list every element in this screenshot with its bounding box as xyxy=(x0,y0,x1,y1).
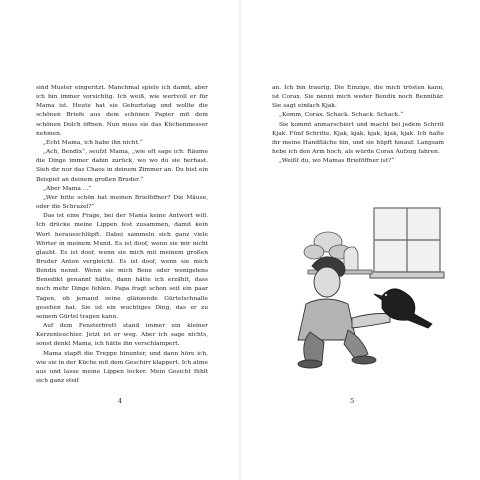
right-text-column xyxy=(272,84,444,166)
boy-with-raven-illustration-icon xyxy=(270,200,445,372)
right-page xyxy=(240,0,480,480)
paragraph: sind Muster eingeritzt. Manchmal spiele ich damit, aber ich bin immer vorsichtig. Ich weiß, wie wertvoll er für Mama ist. Heute hat sie Geburtstag und wollte die schönen Briefe aus dem schönen Papier mit dem schönen Dolch öffnen. Nun muss sie das Küchenmesser nehmen. xyxy=(36,85,208,137)
paragraph: Sie kommt anmarschiert und macht bei jedem Schritt Kjak. Fünf Schritte. Kjak, kjak, kjak, kjak, kjak. Ich halte ihr meine Handfläche hin, und sie hüpft hinauf. Langsam hebe ich den Arm hoch, als würde Corax Aufzug fahren. xyxy=(272,121,444,156)
window-icon xyxy=(370,208,444,278)
left-text-column xyxy=(36,84,208,386)
paragraph: „Weißt du, wo Mamas Brieföffner ist?“ xyxy=(279,158,395,165)
paragraph: Das ist eine Frage, bei der Mama keine Antwort will. Ich drücke meine Lippen fest zusammen, damit kein Wort herausschlüpft. Dabei sammeln sich ganz viele Wörter in meinem Mund. Es ist doof, wenn sie mir nicht glaubt. Es ist doof, wenn sie mich mit meinem großen Bruder Anton vergleicht. Es ist doof, wenn sie mich Bendix nennt. Wenn sie mich Bene oder wenigstens Benedikt genannt hätte, dann hätte ich erzählt, dass noch mehr Dinge fehlen. Papa fragt schon seit ein paar Tagen, ob jemand seine glänzende Gürtelschnalle gesehen hat. Sie ist ein wuchtiges Ding, das er zu seinem Gürtel tragen kann. xyxy=(36,213,208,320)
paragraph: „Komm, Corax. Schack. Schack. Schack.“ xyxy=(279,112,404,119)
page-number: 4 xyxy=(118,397,123,405)
paragraph: „Echt Mama, ich habe ihn nicht.“ xyxy=(43,139,143,146)
paragraph: „Aber Mama …“ xyxy=(43,185,92,192)
paragraph: Auf dem Fensterbrett stand immer ein kleiner Kerzenleuchter. Jetzt ist er weg. Aber ich sage nichts, sonst denkt Mama, ich hätte ihn verschlampert. xyxy=(36,323,208,348)
paragraph: Mama stapft die Treppe hinunter, und dann höre ich, wie sie in der Küche mit dem Geschirr klappert. Ich atme aus und lasse meine Lippen locker. Mein Gesicht fühlt sich ganz steif xyxy=(36,350,208,384)
paragraph: „Ach, Bendix“, seufzt Mama, „wie oft sage ich: Räume die Dinge immer dahin zurück, wo wo du sie herhast. Sieh dir nur das Chaos in deinem Zimmer an. Du bist ein Beispiel an deinem großen Bruder.“ xyxy=(36,149,208,183)
paragraph: „Wer bitte schön hat meinen Brieföffner? Die Mäuse, oder die Schrazel?“ xyxy=(36,194,208,211)
paragraph: an. Ich bin traurig. Die Einzige, die mich trösten kann, ist Corax. Sie nennt mich weder Bendix noch Bennibär. Sie sagt einfach Kjak. xyxy=(272,85,444,110)
page-number: 5 xyxy=(350,397,355,405)
